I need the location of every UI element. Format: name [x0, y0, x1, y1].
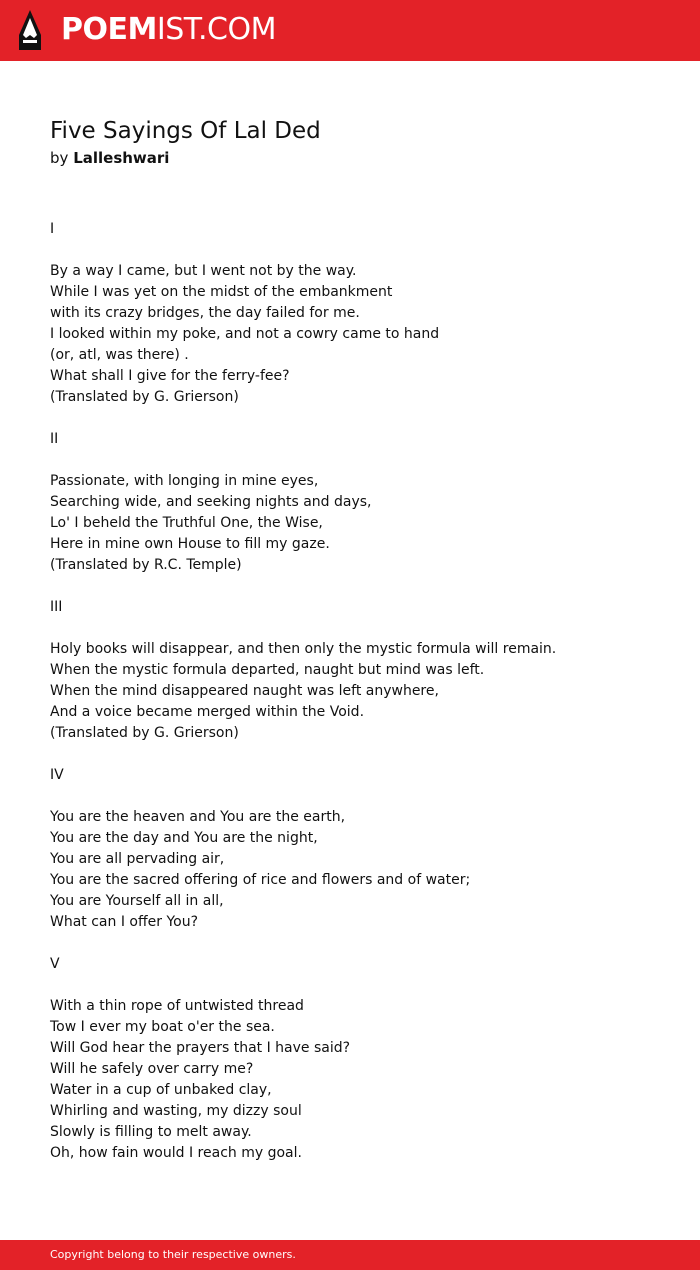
poem-line: (Translated by R.C. Temple): [50, 557, 242, 573]
poem-line: with its crazy bridges, the day failed for me.: [50, 305, 360, 321]
poem-line: Passionate, with longing in mine eyes,: [50, 473, 319, 489]
poem-line: What can I offer You?: [50, 914, 199, 930]
poem-line: With a thin rope of untwisted thread: [50, 998, 304, 1014]
poem-line: You are the heaven and You are the earth,: [50, 809, 346, 825]
poem-line: And a voice became merged within the Void.: [50, 704, 365, 720]
poem-line: Here in mine own House to fill my gaze.: [50, 536, 330, 552]
poem-line: IV: [50, 767, 64, 783]
stanza-break: [50, 240, 670, 261]
site-logo[interactable]: [61, 12, 276, 48]
poem-line: Tow I ever my boat o'er the sea.: [50, 1019, 275, 1035]
poem-line: Water in a cup of unbaked clay,: [50, 1082, 272, 1098]
poem-line: Searching wide, and seeking nights and days,: [50, 494, 372, 510]
poem-line: While I was yet on the midst of the embankment: [50, 284, 393, 300]
poem-line: What shall I give for the ferry-fee?: [50, 368, 290, 384]
by-label: by: [50, 149, 69, 167]
poem-line: V: [50, 956, 60, 972]
poem-line: You are Yourself all in all,: [50, 893, 224, 909]
site-footer: [0, 1240, 700, 1270]
poem-line: III: [50, 599, 63, 615]
poem-line: When the mystic formula departed, naught but mind was left.: [50, 662, 485, 678]
poem-line: Oh, how fain would I reach my goal.: [50, 1145, 302, 1161]
logo-light-text: IST.COM: [156, 12, 276, 47]
poem-line: I looked within my poke, and not a cowry came to hand: [50, 326, 440, 342]
stanza-break: [50, 786, 670, 807]
stanza-break: [50, 744, 670, 765]
stanza-break: [50, 618, 670, 639]
site-header: [0, 0, 700, 61]
poem-line: Lo' I beheld the Truthful One, the Wise,: [50, 515, 323, 531]
stanza-break: [50, 576, 670, 597]
poem-line: Will he safely over carry me?: [50, 1061, 254, 1077]
poem-line: (or, atl, was there) .: [50, 347, 189, 363]
poem-line: I: [50, 221, 55, 237]
pen-nib-icon[interactable]: [17, 9, 43, 51]
stanza-break: [50, 975, 670, 996]
poem-body: [50, 219, 670, 1164]
stanza-break: [50, 450, 670, 471]
poem-line: You are the sacred offering of rice and flowers and of water;: [50, 872, 471, 888]
poem-line: (Translated by G. Grierson): [50, 389, 239, 405]
poem-line: By a way I came, but I went not by the way.: [50, 263, 357, 279]
poem-line: Slowly is filling to melt away.: [50, 1124, 252, 1140]
stanza-break: [50, 933, 670, 954]
poem-line: Will God hear the prayers that I have said?: [50, 1040, 351, 1056]
copyright-text: Copyright belong to their respective owners.: [50, 1248, 296, 1261]
poem-line: You are the day and You are the night,: [50, 830, 318, 846]
poem-author: Lalleshwari: [73, 149, 170, 167]
poem-line: Holy books will disappear, and then only the mystic formula will remain.: [50, 641, 557, 657]
poem-line: (Translated by G. Grierson): [50, 725, 239, 741]
poem-title: Five Sayings Of Lal Ded: [50, 118, 321, 144]
poem-byline: [50, 148, 169, 168]
logo-bold-text: POEM: [61, 12, 157, 47]
stanza-break: [50, 408, 670, 429]
poem-line: II: [50, 431, 59, 447]
poem-line: You are all pervading air,: [50, 851, 225, 867]
poem-line: When the mind disappeared naught was left anywhere,: [50, 683, 439, 699]
poem-line: Whirling and wasting, my dizzy soul: [50, 1103, 302, 1119]
